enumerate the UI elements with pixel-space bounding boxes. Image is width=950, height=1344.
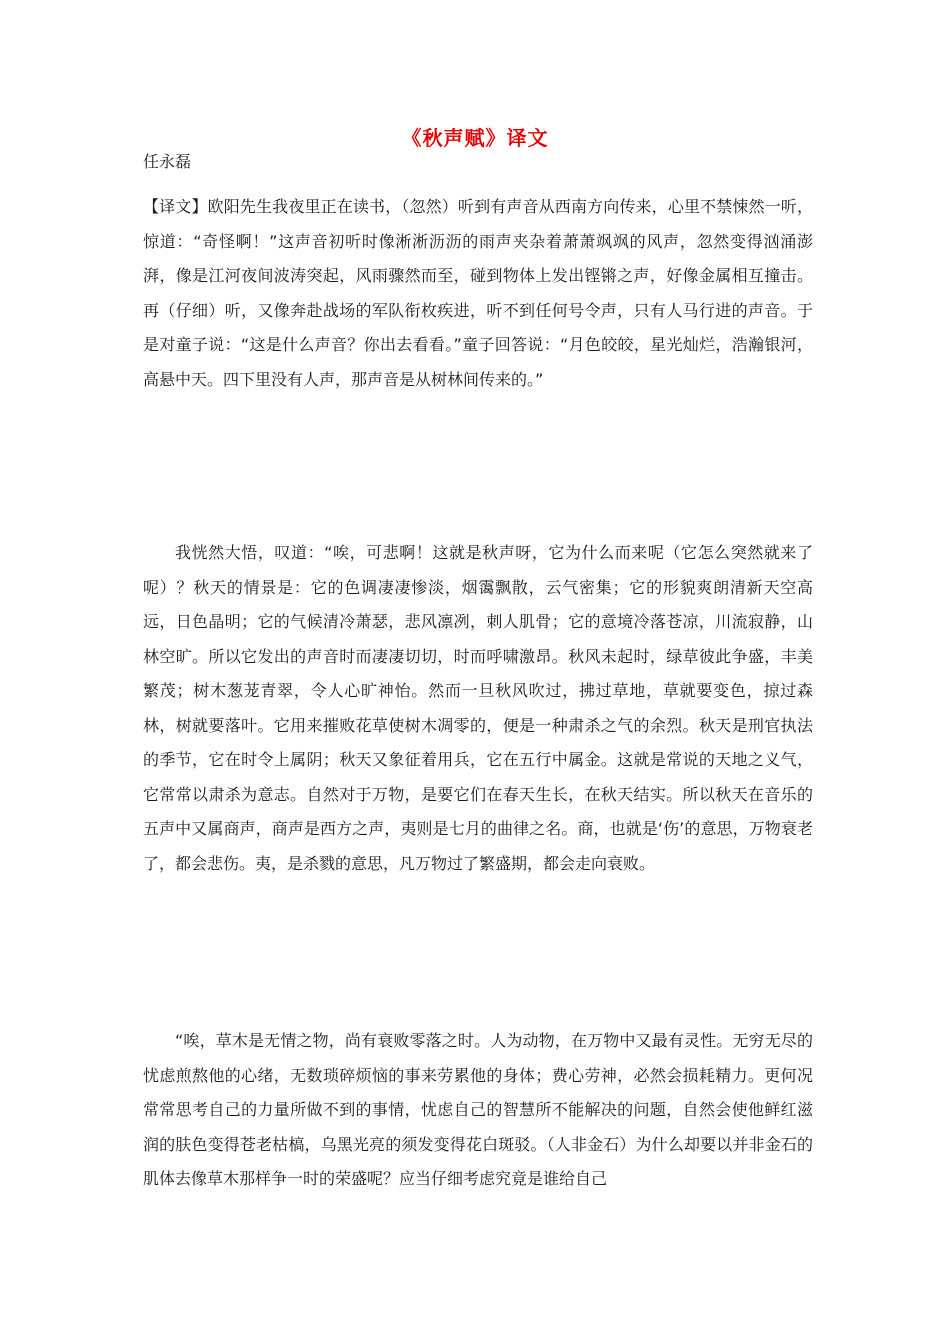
page-title: 《秋声赋》译文 (401, 126, 549, 150)
paragraph-3: “唉，草木是无情之物，尚有衰败零落之时。人为动物，在万物中又最有灵性。无穷无尽的忧虑煎熬他的心绪，无数琐碎烦恼的事来劳累他的身体；费心劳神，必然会损耗精力。更何况常常思考自己的力量所做不到的事情，忧虑自己的智慧所不能解决的问题，自然会使他鲜红滋润的肤色变得苍老枯槁，乌黑光亮的须发变得花白斑驳。（人非金石）为什么却要以并非金石的肌体去像草木那样争一时的荣盛呢？应当仔细考虑究竟是谁给自己 (143, 1031, 813, 1188)
paragraph-2: 我恍然大悟，叹道：“唉，可悲啊！这就是秋声呀，它为什么而来呢（它怎么突然就来了呢）？秋天的情景是：它的色调凄凄惨淡，烟霭飘散，云气密集；它的形貌爽朗清新天空高远，日色晶明；它的气候清冷萧瑟，悲风凛冽，刺人肌骨；它的意境冷落苍凉，川流寂静，山林空旷。所以它发出的声音时而凄凄切切，时而呼啸激昂。秋风未起时，绿草彼此争盛，丰美繁茂；树木葱茏青翠，令人心旷神怡。然而一旦秋风吹过，拂过草地，草就要变色，掠过森林，树就要落叶。它用来摧败花草使树木凋零的，便是一种肃杀之气的余烈。秋天是刑官执法的季节，它在时令上属阴；秋天又象征着用兵，它在五行中属金。这就是常说的天地之义气，它常常以肃杀为意志。自然对于万物，是要它们在春天生长，在秋天结实。所以秋天在音乐的五声中又属商声，商声是西方之声，夷则是七月的曲律之名。商，也就是‘伤’的意思，万物衰老了，都会悲伤。夷，是杀戮的意思，凡万物过了繁盛期，都会走向衰败。 (143, 543, 813, 873)
paragraph-1: 【译文】欧阳先生我夜里正在读书，（忽然）听到有声音从西南方向传来，心里不禁悚然一听，惊道：“奇怪啊！”这声音初听时像淅淅沥沥的雨声夹杂着萧萧飒飒的风声，忽然变得汹涌澎湃，像是江河夜间波涛突起，风雨骤然而至，碰到物体上发出铿锵之声，好像金属相互撞击。再（仔细）听，又像奔赴战场的军队衔枚疾进，听不到任何号令声，只有人马行进的声音。于是对童子说：“这是什么声音？你出去看看。”童子回答说：“月色皎皎，星光灿烂，浩瀚银河，高悬中天。四下里没有人声，那声音是从树林间传来的。” (143, 197, 813, 389)
author-name: 任永磊 (143, 152, 192, 171)
